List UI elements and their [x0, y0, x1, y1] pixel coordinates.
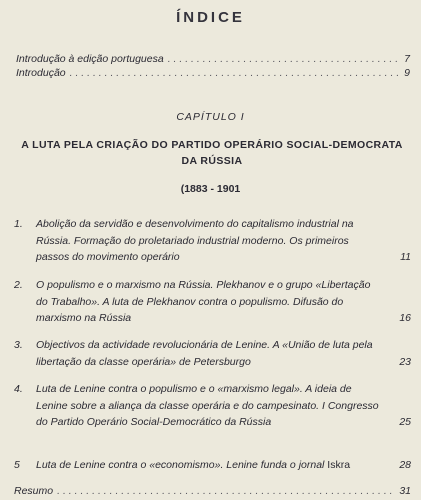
- section-text: Objectivos da actividade revolucionária de Lenine. A «União de luta pela libertação da classe operária» de Petersburgo: [36, 339, 373, 368]
- section-text: Abolição da servidão e desenvolvimento do capitalismo industrial na Rússia. Formação do proletariado industrial moderno. Os primeiros passos do movimento operário: [36, 218, 354, 263]
- chapter-label: CAPÍTULO I: [176, 111, 245, 123]
- toc-entry-resumo[interactable]: [14, 485, 411, 497]
- section-number: 5: [14, 459, 20, 471]
- page-title: ÍNDICE: [176, 9, 245, 26]
- toc-page-number: 31: [399, 485, 411, 497]
- toc-section-4[interactable]: [14, 381, 411, 431]
- dot-leader: [57, 485, 395, 497]
- section-text: Luta de Lenine contra o populismo e o «marxismo legal». A ideia de Lenine sobre a aliança da classe operária e do campesinato. I Congresso do Partido Operário Social-Democrático da Rússia: [36, 383, 379, 428]
- toc-section-3[interactable]: [14, 337, 411, 370]
- section-text: O populismo e o marxismo na Rússia. Plekhanov e o grupo «Libertação do Trabalho». A luta de Plekhanov contra o populismo. Difusão do marxismo na Rússia: [36, 279, 371, 324]
- toc-section-1[interactable]: [14, 216, 411, 266]
- section-text-main: Luta de Lenine contra o «economismo». Lenine funda o jornal: [36, 459, 325, 471]
- dot-leader: [70, 67, 401, 79]
- toc-section-2[interactable]: [14, 277, 411, 327]
- toc-page-number: 25: [399, 416, 411, 428]
- toc-page-number: 28: [399, 459, 411, 471]
- toc-page-number: 11: [400, 251, 411, 263]
- toc-entry-label: Introdução à edição portuguesa: [16, 53, 164, 65]
- toc-page-number: 23: [399, 355, 411, 368]
- chapter-title: [12, 137, 412, 169]
- toc-entry-intro[interactable]: [16, 67, 410, 79]
- chapter-title-line-1: A LUTA PELA CRIAÇÃO DO PARTIDO OPERÁRIO SOCIAL-DEMOCRATA: [21, 139, 403, 151]
- toc-page-number: 9: [404, 67, 410, 79]
- chapter-title-line-2: DA RÚSSIA: [181, 155, 243, 167]
- newspaper-name: Iskra: [327, 459, 351, 471]
- chapter-years: (1883 - 1901: [180, 183, 241, 195]
- section-number: 4.: [14, 383, 23, 395]
- section-number: 2.: [14, 279, 23, 291]
- section-text: [36, 457, 411, 474]
- section-number: 3.: [14, 339, 23, 351]
- toc-page-number: 16: [399, 312, 411, 324]
- toc-section-5[interactable]: [14, 457, 411, 474]
- toc-entry-label: Introdução: [16, 67, 66, 79]
- dot-leader: [168, 53, 400, 65]
- section-number: 1.: [14, 218, 23, 230]
- toc-entry-label: Resumo: [14, 485, 54, 497]
- toc-entry-intro-portuguese[interactable]: [16, 53, 410, 65]
- toc-page-number: 7: [404, 53, 410, 65]
